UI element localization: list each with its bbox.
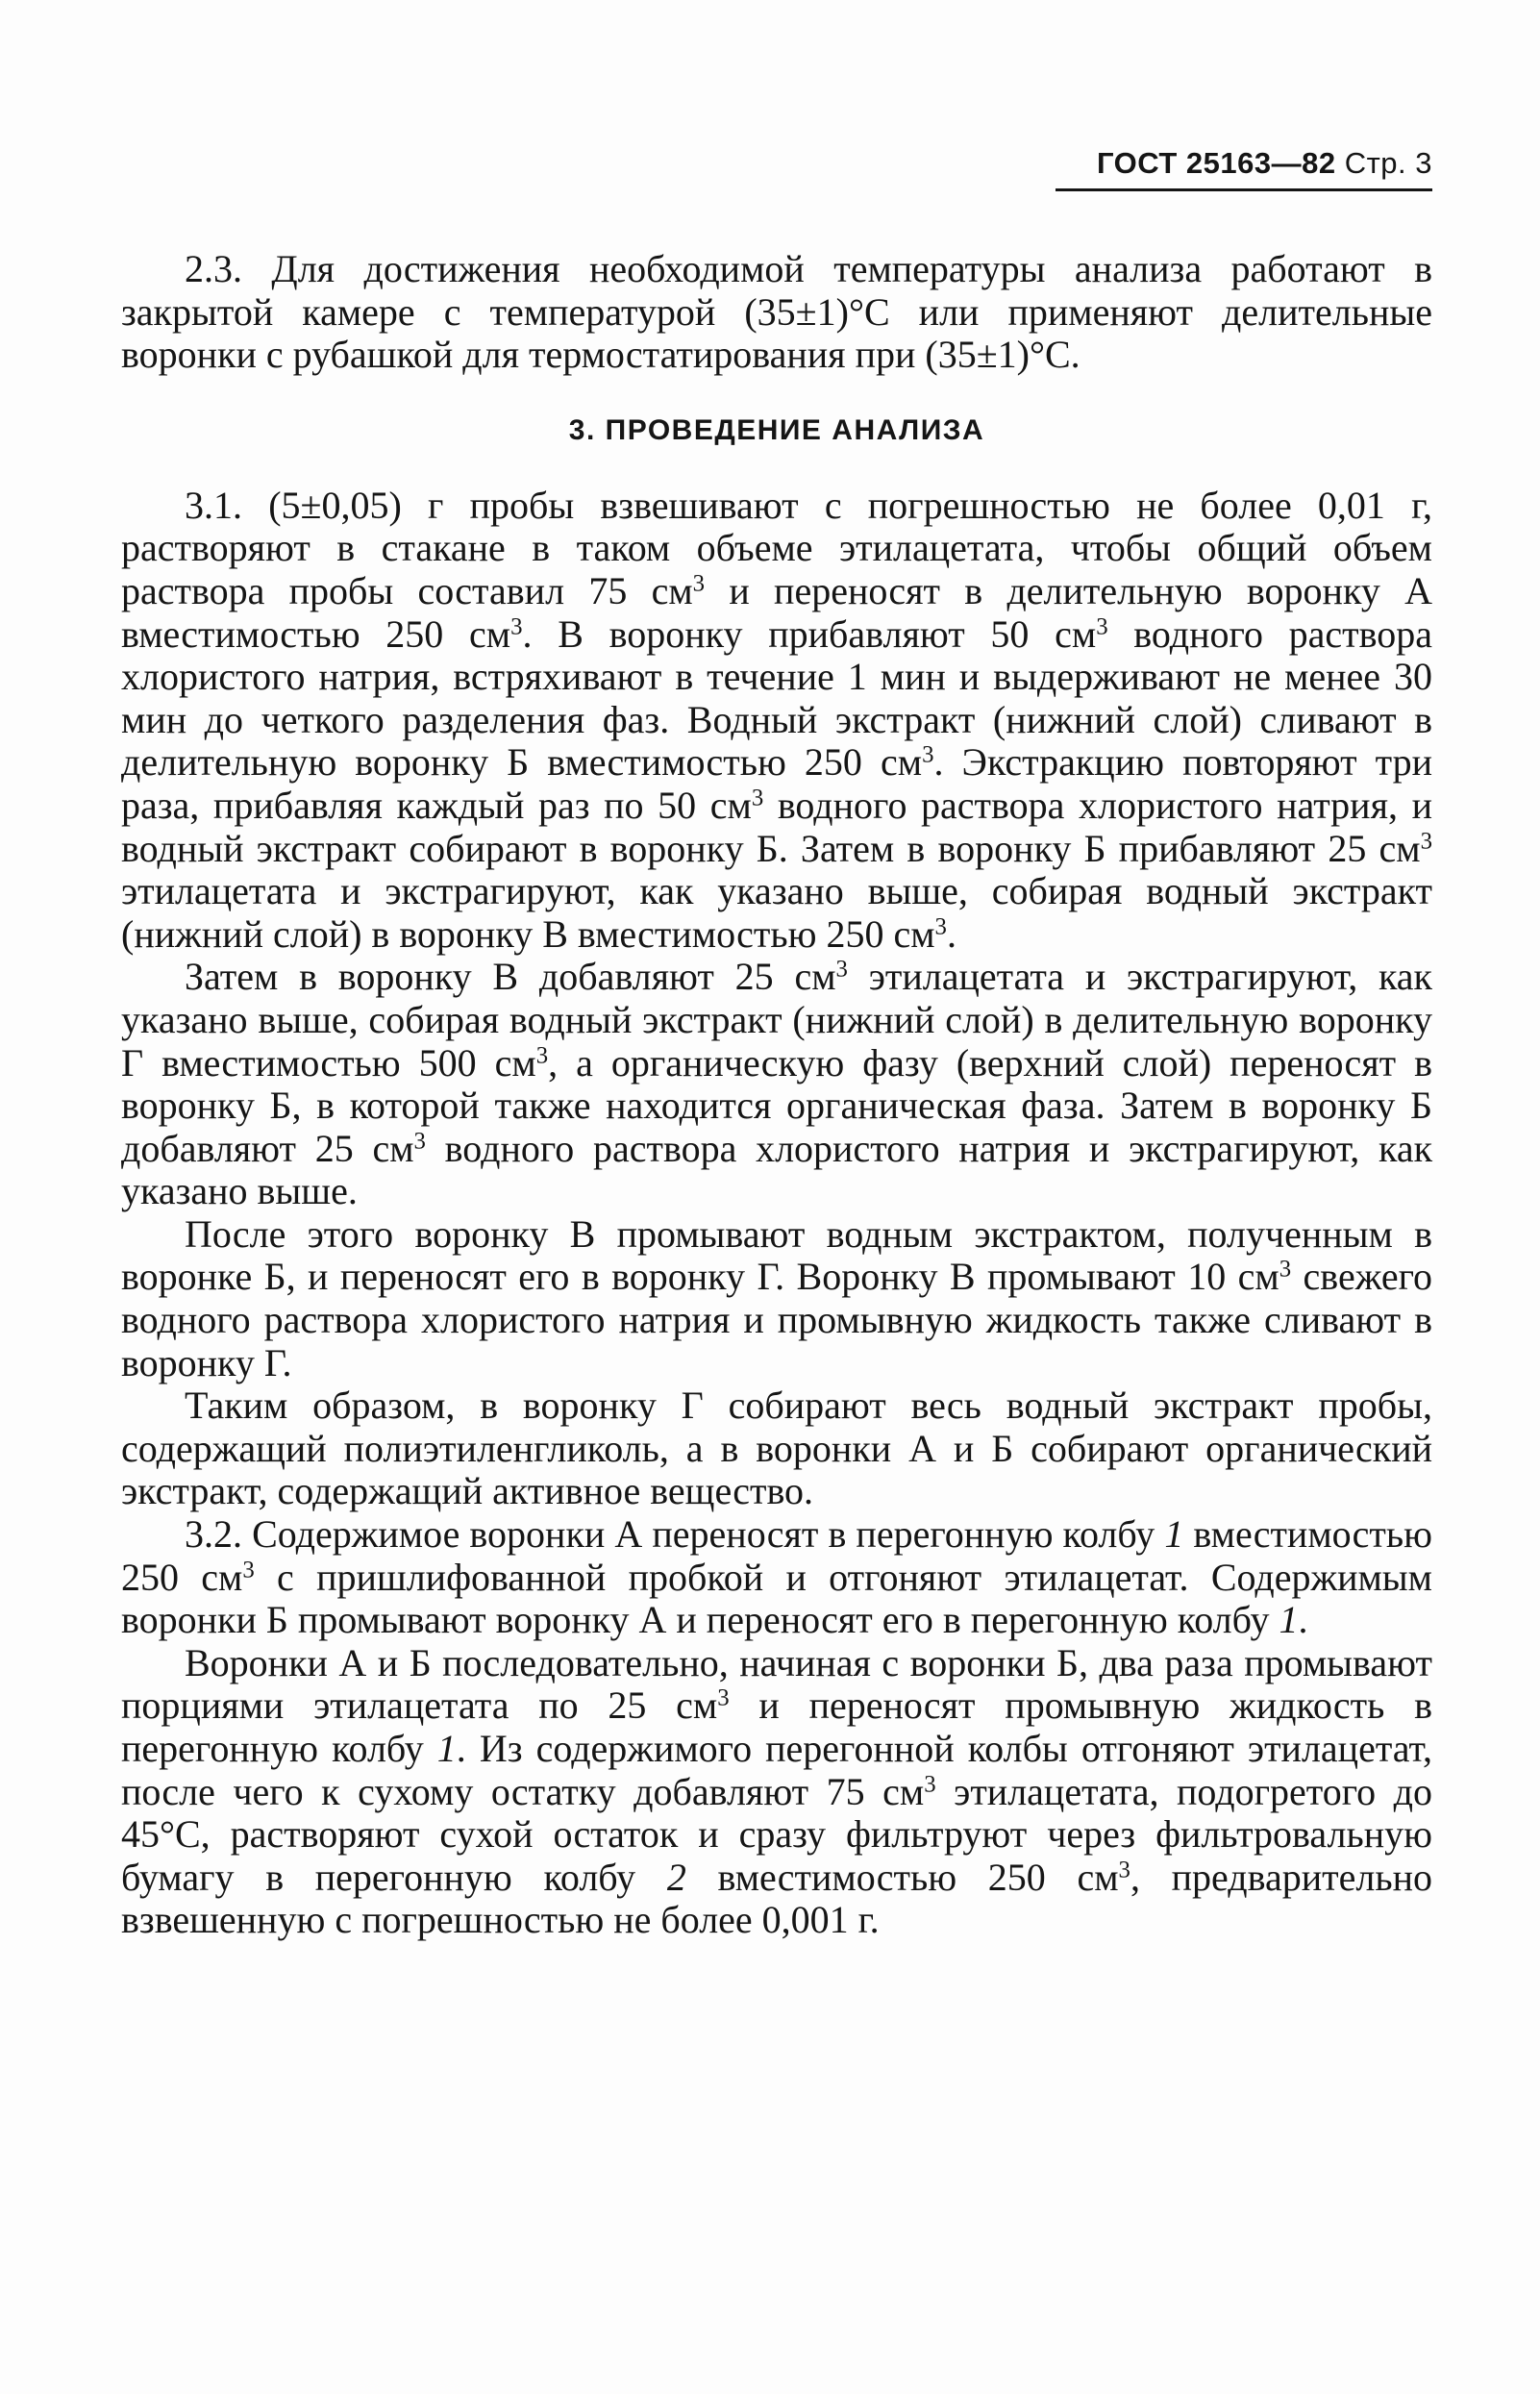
text-run: После этого воронку В промывают водным экстрактом, полученным в воронке Б, и переносят его в воронку Г. Воронку В промывают 10 см (121, 1211, 1432, 1299)
section-heading: 3. ПРОВЕДЕНИЕ АНАЛИЗА (568, 413, 985, 446)
text-run: этилацетата и экстрагируют, как указано выше, собирая водный экстракт (нижний слой) в воронку В вместимостью 250 см (121, 869, 1432, 956)
text-run: . (946, 911, 956, 956)
paragraph-funnels (121, 1642, 1432, 1942)
paragraph-thus (121, 1384, 1432, 1513)
paragraph-2-3-text: 2.3. Для достижения необходимой температуры анализа работают в закрытой камере с температурой (35±1)°С или применяют делительные воронки с рубашкой для термостатирования при (35±1)°С. (121, 247, 1432, 377)
text-run: этилацетата и экстрагируют, как указано выше, собирая водный экстракт (нижний слой) в делительную воронку Г вместимостью 500 см (121, 955, 1432, 1085)
header-rule (1056, 188, 1432, 191)
flask-number: 1 (1164, 1512, 1184, 1557)
flask-number: 1 (1279, 1598, 1299, 1642)
text-run: с пришлифованной пробкой и отгоняют этилацетат. Содержимым воронки Б промывают воронку А и переносят его в перегонную колбу (121, 1555, 1432, 1642)
superscript: 3 (922, 741, 934, 768)
text-run: . Экстракцию повторяют три раза, прибавляя каждый раз по 50 см (121, 740, 1432, 827)
text-run: вместимостью 250 см (121, 1512, 1433, 1599)
paragraph-then (121, 956, 1432, 1213)
superscript: 3 (835, 956, 848, 983)
paragraph-2-3 (121, 248, 1432, 377)
superscript: 3 (1420, 827, 1432, 854)
superscript: 3 (242, 1557, 255, 1583)
text-run: . Из содержимого перегонной колбы отгоняют этилацетат, после чего к сухому остатку добавляют 75 см (121, 1727, 1432, 1813)
paragraph-3-1 (121, 485, 1432, 957)
superscript: 3 (510, 612, 523, 639)
text-run: водного раствора хлористого натрия и экстрагируют, как указано выше. (121, 1126, 1433, 1213)
paragraph-3-2 (121, 1513, 1432, 1642)
text-run: свежего водного раствора хлористого натрия и промывную жидкость также сливают в воронку Г. (121, 1255, 1432, 1384)
text-run: , предварительно взвешенную с погрешностью не более 0,001 г. (121, 1855, 1432, 1942)
document-body (121, 248, 1432, 1942)
page-header (1056, 146, 1432, 181)
superscript: 3 (717, 1684, 730, 1711)
text-run: вместимостью 250 см (685, 1855, 1119, 1899)
superscript: 3 (924, 1770, 936, 1797)
text-run: , а органическую фазу (верхний слой) переносят в воронку Б, в которой также находится органическая фаза. Затем в воронку Б добавляют 25 см (121, 1040, 1433, 1170)
superscript: 3 (413, 1128, 426, 1155)
flask-number: 1 (436, 1727, 457, 1770)
text-run: и переносят в делительную воронку А вместимостью 250 см (121, 568, 1432, 656)
text-run: водного раствора хлористого натрия, встряхивают в течение 1 мин и выдерживают не менее 30 мин до четкого разделения фаз. Водный экстракт (нижний слой) сливают в делительную воронку Б вместимостью 250 см (121, 611, 1433, 785)
text-run: . В воронку прибавляют 50 см (522, 611, 1097, 656)
standard-number: ГОСТ 25163—82 (1096, 146, 1336, 180)
text-run: 3.1. (5±0,05) г пробы взвешивают с погрешностью не более 0,01 г, растворяют в стакане в таком объеме этилацетата, чтобы общий объем раствора пробы составил 75 см (121, 483, 1432, 612)
superscript: 3 (1118, 1857, 1130, 1883)
page-number: Стр. 3 (1344, 146, 1432, 180)
text-run: Затем в воронку В добавляют 25 см (185, 955, 836, 999)
superscript: 3 (535, 1041, 549, 1068)
text-run: этилацетата, подогретого до 45°С, растворяют сухой остаток и сразу фильтруют через фильтровальную бумагу в перегонную колбу (121, 1769, 1432, 1899)
superscript: 3 (1279, 1256, 1292, 1283)
superscript: 3 (751, 785, 764, 811)
text-run: . (1298, 1598, 1308, 1642)
superscript: 3 (934, 913, 947, 940)
flask-number: 2 (666, 1855, 686, 1899)
paragraph-after (121, 1213, 1432, 1384)
text-run: Воронки А и Б последовательно, начиная с воронки Б, два раза промывают порциями этилацетата по 25 см (121, 1640, 1432, 1728)
text-run: водного раствора хлористого натрия, и водный экстракт собирают в воронку Б. Затем в воронку Б прибавляют 25 см (121, 783, 1432, 870)
paragraph-thus-text: Таким образом, в воронку Г собирают весь водный экстракт пробы, содержащий полиэтиленгликоль, а в воронки А и Б собирают органический экстракт, содержащий активное вещество. (121, 1384, 1432, 1513)
superscript: 3 (1096, 612, 1108, 639)
text-run: 3.2. Содержимое воронки А переносят в перегонную колбу (185, 1512, 1165, 1557)
text-run: и переносят промывную жидкость в перегонную колбу (121, 1683, 1432, 1770)
superscript: 3 (692, 570, 706, 597)
